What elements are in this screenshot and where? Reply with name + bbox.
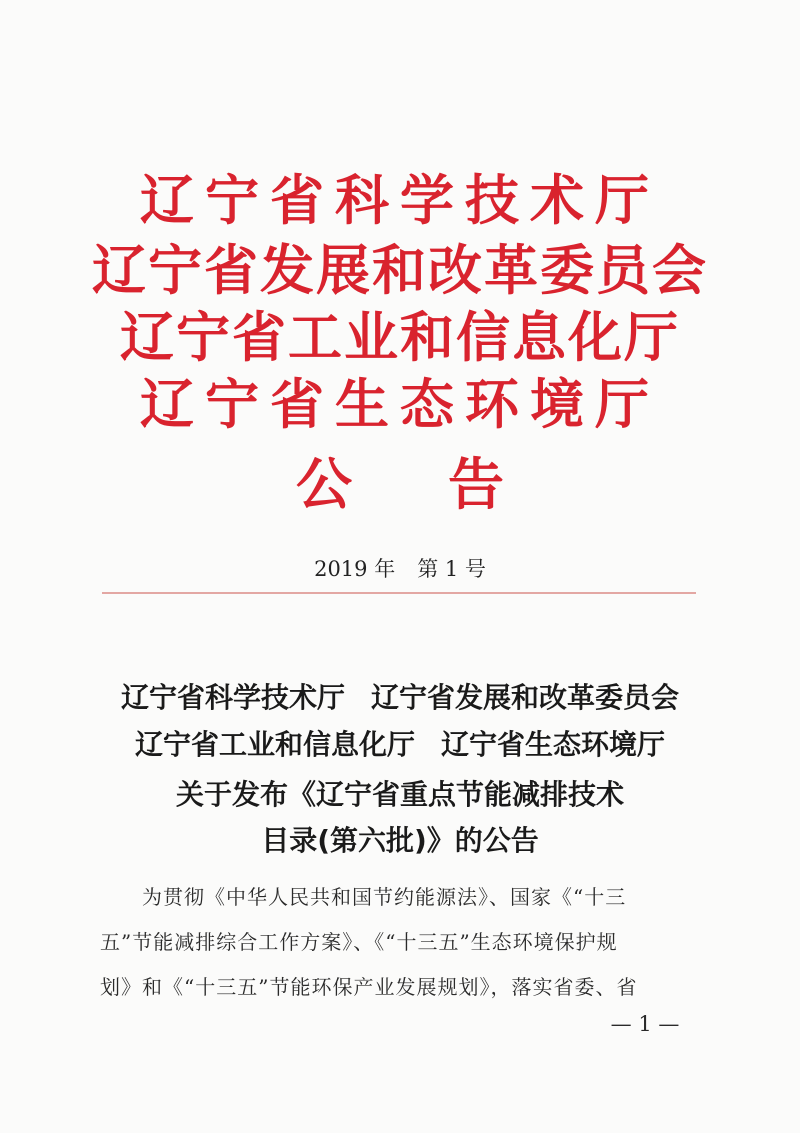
body-text-line: 五”节能减排综合工作方案》、《“十三五”生态环境保护规: [100, 930, 618, 954]
document-number: [0, 556, 800, 582]
title-issuer: 辽宁省生态环境厅: [441, 728, 666, 761]
title-issuer: 辽宁省发展和改革委员会: [371, 681, 680, 714]
document-year: 2019 年: [314, 557, 396, 581]
title-line: 目录(第六批)》的公告: [261, 824, 539, 857]
issuer-name: 辽宁省发展和改革委员会: [92, 238, 708, 302]
page-number: — 1 —: [610, 1012, 680, 1036]
title-line: 关于发布《辽宁省重点节能减排技术: [175, 778, 624, 811]
title-issuer: 辽宁省科学技术厅: [120, 681, 345, 714]
issuer-name: 辽宁省生态环境厅: [140, 372, 660, 436]
red-separator-line: [102, 592, 696, 594]
issuer-name: 辽宁省科学技术厅: [140, 168, 660, 232]
document-type-heading: 公告: [296, 452, 600, 518]
title-line: [0, 680, 800, 716]
body-text-line: 为贯彻《中华人民共和国节约能源法》、国家《“十三: [142, 885, 627, 909]
issuer-name: 辽宁省工业和信息化厅: [120, 305, 680, 369]
title-line: [0, 727, 800, 763]
body-text-line: 划》和《“十三五”节能环保产业发展规划》，落实省委、省: [100, 975, 638, 999]
title-issuer: 辽宁省工业和信息化厅: [134, 728, 415, 761]
document-serial: 第 1 号: [417, 557, 486, 581]
